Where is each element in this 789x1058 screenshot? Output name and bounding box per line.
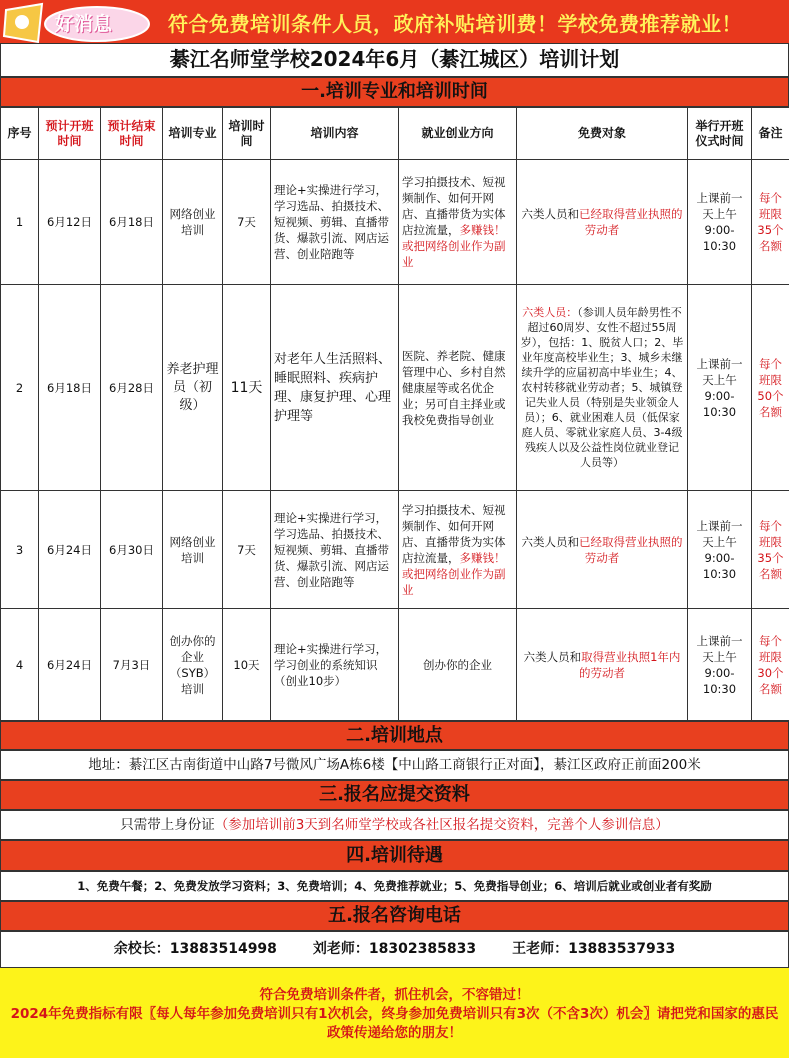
table-row [1,285,789,491]
row-note: 每个班限35个名额 [752,491,789,609]
section-contacts: 五.报名咨询电话 [0,901,789,931]
row-ceremony: 上课前一天上午9:00-10:30 [688,285,752,491]
target-highlight: 已经取得营业执照的劳动者 [579,207,683,237]
header-target: 免费对象 [517,108,688,160]
row-no: 1 [1,160,39,285]
row-major: 网络创业培训 [163,491,223,609]
header-direction: 就业创业方向 [399,108,517,160]
direction-text: 创办你的企业 [423,657,492,672]
row-target [517,160,688,285]
row-days: 10天 [223,609,271,721]
section-training-schedule: 一.培训专业和培训时间 [0,77,789,107]
row-target [517,609,688,721]
direction-text: 医院、养老院、健康管理中心、乡村自然健康屋等或名优企业；另可自主择业或我校免费指导创业 [402,348,506,427]
target-text: 六类人员和 [521,207,579,221]
row-no: 4 [1,609,39,721]
top-banner [0,0,789,43]
row-target [517,491,688,609]
table-row [1,609,789,721]
target-highlight: 六类人员： [522,306,578,319]
contact-item: 余校长：13883514998 [113,941,277,957]
row-target [517,285,688,491]
target-text: 六类人员和 [523,649,582,664]
table-row [1,160,789,285]
direction-highlight: 多赚钱！或把网络创业作为副业 [402,550,506,597]
address-text: 地址：綦江区古南街道中山路7号微风广场A栋6楼【中山路工商银行正对面】，綦江区政府正前面200米 [0,750,789,780]
contact-item: 王老师：13883537933 [512,941,676,957]
row-end: 7月3日 [101,609,163,721]
row-direction [399,609,517,721]
row-note: 每个班限50个名额 [752,285,789,491]
header-end: 预计结束时间 [101,108,163,160]
row-end: 6月30日 [101,491,163,609]
header-no: 序号 [1,108,39,160]
row-start: 6月24日 [39,609,101,721]
row-major: 创办你的企业（SYB）培训 [163,609,223,721]
header-start: 预计开班时间 [39,108,101,160]
row-note: 每个班限35个名额 [752,160,789,285]
benefits-text: 1、免费午餐；2、免费发放学习资料；3、免费培训；4、免费推荐就业；5、免费指导创业；6、培训后就业或创业者有奖励 [0,871,789,901]
row-major: 养老护理员（初级） [163,285,223,491]
target-highlight: 已经取得营业执照的劳动者 [579,534,683,565]
good-news-badge-text: 好消息 [55,13,113,35]
target-highlight: 取得营业执照1年内的劳动者 [579,649,681,680]
row-content: 理论+实操进行学习，学习创业的系统知识（创业10步） [271,609,399,721]
direction-text: 学习拍摄技术、短视频制作、如何开网店、直播带货为实体店拉流量， [402,502,506,565]
row-ceremony: 上课前一天上午9:00-10:30 [688,609,752,721]
row-note: 每个班限30个名额 [752,609,789,721]
materials-row [0,810,789,840]
row-days: 7天 [223,491,271,609]
contact-item: 刘老师：18302385833 [312,941,477,957]
row-start: 6月12日 [39,160,101,285]
row-ceremony: 上课前一天上午9:00-10:30 [688,160,752,285]
row-major: 网络创业培训 [163,160,223,285]
direction-highlight: 多赚钱！或把网络创业作为副业 [402,223,506,269]
row-end: 6月28日 [101,285,163,491]
target-text: 六类人员和 [521,534,579,549]
header-note: 备注 [752,108,789,160]
row-content: 对老年人生活照料、睡眠照料、疾病护理、康复护理、心理护理等 [271,285,399,491]
section-benefits: 四.培训待遇 [0,840,789,871]
row-content: 理论+实操进行学习，学习选品、拍摄技术、短视频、剪辑、直播带货、爆款引流、网店运营、创业陪跑等 [271,491,399,609]
footer-notice [0,968,789,1058]
materials-text: 只需带上身份证 [120,817,215,833]
banner-text: 符合免费培训条件人员，政府补贴培训费！学校免费推荐就业！ [168,12,742,36]
table-row [1,491,789,609]
row-no: 3 [1,491,39,609]
header-days: 培训时间 [223,108,271,160]
row-start: 6月18日 [39,285,101,491]
direction-text: 学习拍摄技术、短视频制作、如何开网店、直播带货为实体店拉流量， [402,175,506,237]
target-text: （参训人员年龄男性不超过60周岁、女性不超过55周岁），包括：1、脱贫人口；2、毕业年度高校毕业生；3、城乡未继续升学的应届初高中毕业生；4、农村转移就业劳动者；5、城镇登记失业人员（特别是失业领金人员）；6、就业困难人员（低保家庭人员、零就业家庭人员、3-4级残疾人以及公益性岗位就业登记人员等） [520,306,684,469]
contacts-row [0,931,789,968]
footer-line-2: 2024年免费指标有限〖每人每年参加免费培训只有1次机会，终身参加免费培训只有3次（不含3次）机会〗请把党和国家的惠民政策传递给您的朋友！ [10,1006,779,1041]
row-content: 理论+实操进行学习，学习选品、拍摄技术、短视频、剪辑、直播带货、爆款引流、网店运营、创业陪跑等 [271,160,399,285]
row-direction [399,491,517,609]
row-ceremony: 上课前一天上午9:00-10:30 [688,491,752,609]
row-end: 6月18日 [101,160,163,285]
row-start: 6月24日 [39,491,101,609]
section-materials: 三.报名应提交资料 [0,780,789,810]
header-content: 培训内容 [271,108,399,160]
row-direction [399,160,517,285]
row-direction [399,285,517,491]
row-days: 7天 [223,160,271,285]
table-header-row [1,108,789,160]
section-location: 二.培训地点 [0,721,789,750]
header-ceremony: 举行开班仪式时间 [688,108,752,160]
header-major: 培训专业 [163,108,223,160]
materials-highlight: （参加培训前3天到名师堂学校或各社区报名提交资料，完善个人参训信息） [214,817,669,833]
row-no: 2 [1,285,39,491]
page-title: 綦江名师堂学校2024年6月（綦江城区）培训计划 [0,43,789,77]
training-plan-table [0,107,789,721]
footer-line-1: 符合免费培训条件者，抓住机会，不容错过！ [259,987,530,1003]
row-days: 11天 [223,285,271,491]
